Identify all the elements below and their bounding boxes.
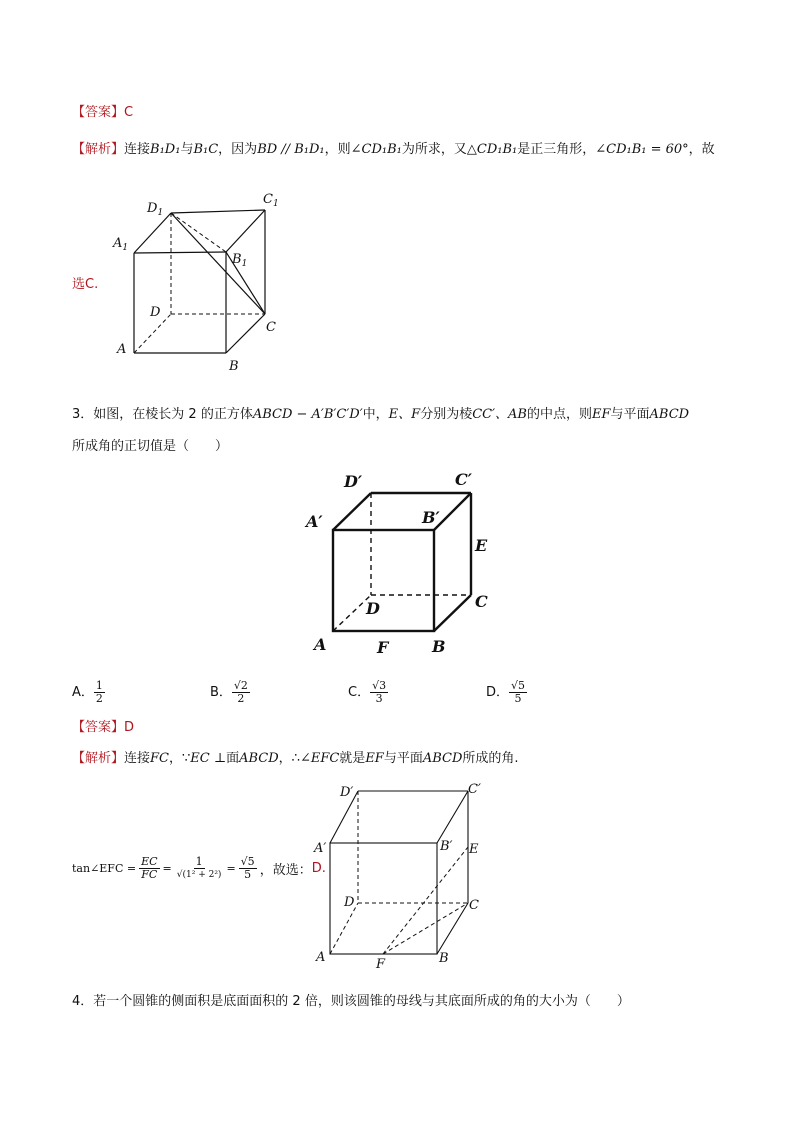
math-expr: ∠CD₁B₁ xyxy=(350,142,402,157)
label-C: C xyxy=(475,592,488,611)
label-D-prime: D′ xyxy=(340,785,354,800)
math-expr: BD // B₁D₁ xyxy=(257,142,325,157)
analysis-tag: 【解析】 xyxy=(72,142,125,157)
analysis-tag: 【解析】 xyxy=(72,751,125,766)
label-C1: $C_1$ xyxy=(263,192,279,209)
analysis-text: 是正三角形， xyxy=(517,142,596,157)
math-expr: ∠EFC xyxy=(299,751,340,766)
option-label: D． xyxy=(486,685,510,700)
analysis-text: 与平面 xyxy=(383,751,423,766)
label-B: B xyxy=(229,359,239,374)
question-number: 4． xyxy=(72,994,94,1009)
math-expr: ABCD − A′B′C′D′ xyxy=(252,407,363,422)
analysis-text: 就是 xyxy=(339,751,366,766)
math-expr: FC xyxy=(150,751,169,766)
analysis-text: 面 xyxy=(226,751,240,766)
math-expr: E、F xyxy=(388,407,421,422)
tan-fraction-3: $\frac{√5}{5}$ xyxy=(240,855,255,881)
analysis-text: 与 xyxy=(180,142,194,157)
analysis-text: ，∵ xyxy=(169,751,191,766)
label-B1: $B_1$ xyxy=(232,252,248,269)
label-C: C xyxy=(469,898,479,913)
label-A1: $A_1$ xyxy=(113,236,129,253)
label-A: A xyxy=(314,635,327,654)
label-A: A xyxy=(316,950,326,965)
label-A-prime: A′ xyxy=(314,841,327,856)
tan-fraction-1: $\frac{EC}{FC}$ xyxy=(141,855,158,881)
option-fraction: $\frac{1}{2}$ xyxy=(95,679,103,705)
label-C: C xyxy=(266,320,276,335)
analysis-text: 为所求，又 xyxy=(401,142,467,157)
tan-prefix: tan∠EFC = xyxy=(72,862,137,875)
math-expr: CC′、AB xyxy=(472,407,527,422)
math-expr: B₁D₁ xyxy=(150,142,181,157)
label-F: F xyxy=(376,957,386,972)
label-B-prime: B′ xyxy=(440,839,453,854)
q4-stem xyxy=(72,990,630,1009)
conclusion-text: 选 xyxy=(72,277,86,292)
label-D: D xyxy=(366,599,380,618)
option-label: C． xyxy=(348,685,371,700)
label-C-prime: C′ xyxy=(455,470,472,489)
option-fraction: $\frac{√2}{2}$ xyxy=(233,679,248,705)
analysis-text: 连接 xyxy=(124,751,151,766)
analysis-text: 连接 xyxy=(124,142,151,157)
label-D1: $D_1$ xyxy=(147,201,164,218)
option-label: A． xyxy=(72,685,94,700)
label-D: D xyxy=(150,305,161,320)
label-B-prime: B′ xyxy=(422,508,440,527)
math-expr: △CD₁B₁ xyxy=(466,142,518,157)
label-A-prime: A′ xyxy=(306,512,323,531)
answer-tag: 【答案】 xyxy=(72,105,125,120)
label-A: A xyxy=(117,342,127,357)
tan-formula: tan∠EFC = $\frac{EC}{FC}$ = $\frac{1}{\text{√(1² + 2²)}}$ = $\frac{√5}{5}$ ，故选： D. xyxy=(72,855,326,881)
answer-value: D xyxy=(124,720,135,735)
conclusion-text: ，故选： xyxy=(259,863,312,878)
math-expr: ∠CD₁B₁ = 60° xyxy=(595,142,689,157)
label-D-prime: D′ xyxy=(344,472,363,491)
conclusion-value: C. xyxy=(85,277,99,292)
label-E: E xyxy=(475,536,488,555)
label-F: F xyxy=(377,638,389,657)
stem-text: 的中点，则 xyxy=(527,407,593,422)
analysis-text: ，∴ xyxy=(278,751,300,766)
analysis-text: ，故 xyxy=(688,142,715,157)
label-B: B xyxy=(432,637,446,656)
math-expr: ABCD xyxy=(649,407,690,422)
stem-text: 如图，在棱长为 2 的正方体 xyxy=(93,407,253,422)
option-fraction: $\frac{√5}{5}$ xyxy=(511,679,526,705)
label-D: D xyxy=(344,895,355,910)
conclusion-value: D. xyxy=(311,861,326,876)
stem-text: 分别为棱 xyxy=(420,407,473,422)
math-expr: EF xyxy=(365,751,384,766)
label-B: B xyxy=(439,951,449,966)
answer-tag: 【答案】 xyxy=(72,720,125,735)
analysis-text: 所成的角. xyxy=(462,751,519,766)
option-fraction: $\frac{√3}{3}$ xyxy=(372,679,387,705)
analysis-text: ，则 xyxy=(324,142,351,157)
question-number: 3． xyxy=(72,407,94,422)
analysis-text: ，因为 xyxy=(218,142,258,157)
tan-fraction-2: $\frac{1}{\text{√(1² + 2²)}}$ xyxy=(176,855,222,880)
math-expr: EF xyxy=(592,407,611,422)
stem-text: 若一个圆锥的侧面积是底面面积的 2 倍，则该圆锥的母线与其底面所成的角的大小为（ ） xyxy=(93,994,630,1009)
q3-stem-line2: 所成角的正切值是（ ） xyxy=(72,439,229,454)
answer-value: C xyxy=(124,105,134,120)
label-E: E xyxy=(469,842,479,857)
math-expr: ABCD xyxy=(239,751,279,766)
label-C-prime: C′ xyxy=(468,782,481,797)
stem-text: 与平面 xyxy=(610,407,650,422)
math-expr: B₁C xyxy=(193,142,219,157)
math-expr: ABCD xyxy=(422,751,463,766)
stem-text: 中， xyxy=(362,407,389,422)
option-label: B． xyxy=(210,685,232,700)
math-expr: EC ⊥ xyxy=(190,751,227,766)
